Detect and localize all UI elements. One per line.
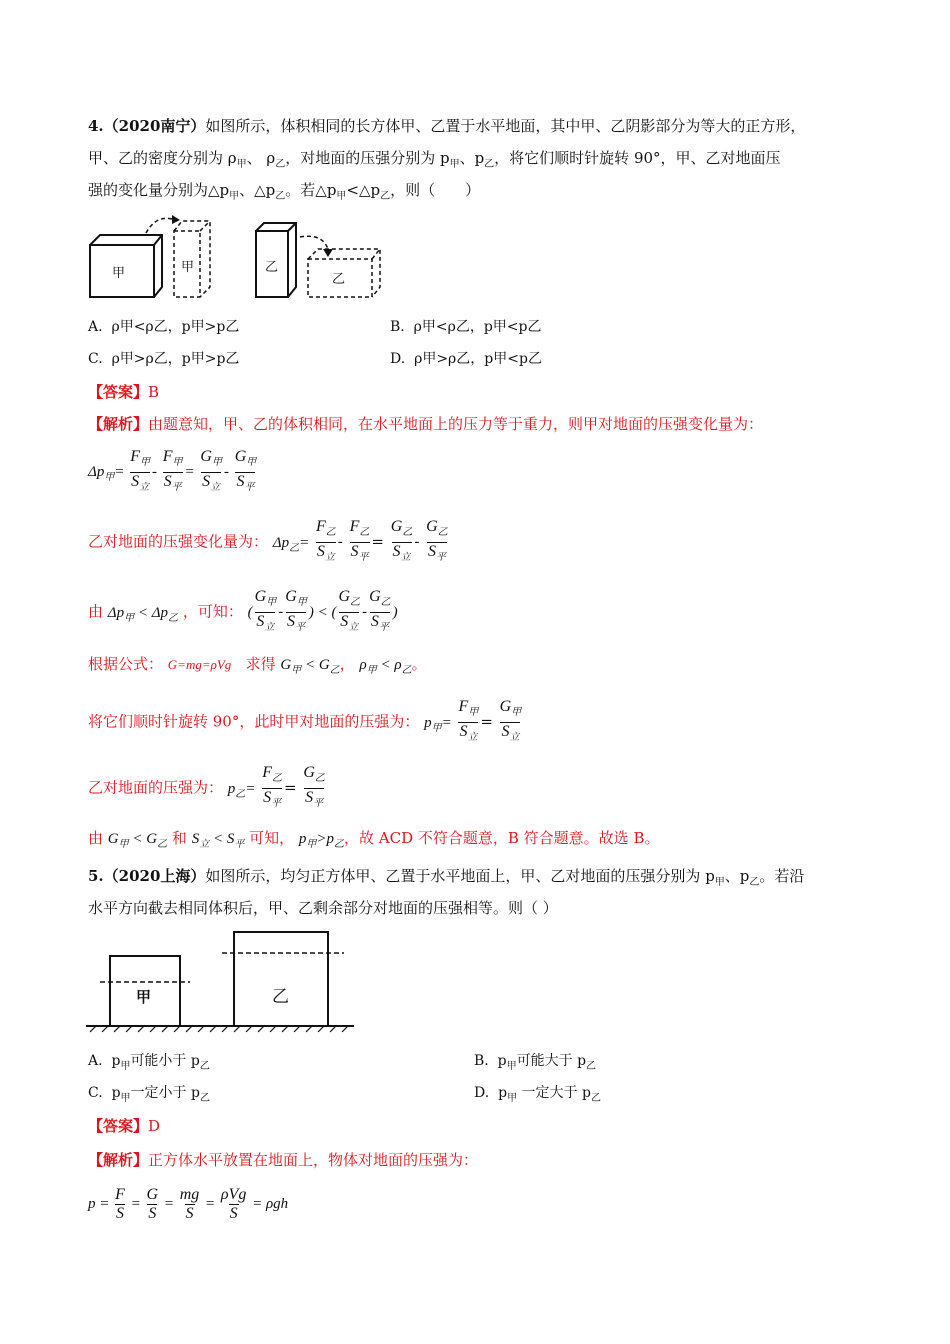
q5-label-jia: 甲 (136, 988, 152, 1006)
q4-option-c: C. ρ甲>ρ乙，p甲>p乙 (88, 351, 240, 367)
q5-block-yi (234, 932, 328, 1026)
q4-label-jia-stand: 甲 (181, 260, 195, 275)
q4-stem-line3: 强的变化量分别为$\triangle p_甲$、$\triangle p_乙$。若$\triangle p_甲<\triangle p_乙$，则（ ） (88, 181, 481, 202)
q4-arrowhead-2 (323, 249, 333, 257)
q4-stem-line2: 甲、乙的密度分别为 $\rho_甲$、 $\rho_乙$，对地面的压强分别为 $p_甲$、$p_乙$，将它们顺时针旋转 90°，甲、乙对地面压 (88, 149, 781, 170)
q4-formula-1: $\Delta p_甲=$ $\frac{F_甲}{S_立}$ - $\frac{F_甲}{S_平}$ = $\frac{G_甲}{S_立}$ - $\frac{G_甲}{S_平}$ (88, 448, 258, 498)
q4-arrowhead-1 (172, 215, 180, 224)
q4-answer: 【答案】B (88, 383, 160, 401)
q4-label-yi-stand: 乙 (265, 260, 279, 275)
q4-label-jia-flat: 甲 (112, 266, 126, 281)
q5-option-d: D. $p_甲$ 一定大于 $p_乙$ (474, 1085, 601, 1104)
q5-stem-line1: 5.（2020上海）如图所示，均匀正方体甲、乙置于水平地面上，甲、乙对地面的压强分别为 $p_甲$、$p_乙$。若沿 (88, 867, 805, 888)
q4-block-jia-flat (90, 235, 162, 297)
q4-rotate-arrow-2 (300, 236, 328, 249)
q4-formula-6: 乙对地面的压强为： $p_乙=$ $\frac{F_乙}{S_平}$ = $\frac{G_乙}{S_平}$ (88, 764, 327, 815)
q5-stem-line2: 水平方向截去相同体积后，甲、乙剩余部分对地面的压强相等。则（ ） (88, 899, 558, 917)
q4-option-a: A. ρ甲<ρ乙，p甲>p乙 (88, 319, 240, 335)
q5-option-a: A. $p_甲$可能小于 $p_乙$ (88, 1053, 210, 1072)
q5-label-yi: 乙 (272, 987, 289, 1007)
q4-number: 4. (88, 117, 104, 135)
q5-figure (86, 926, 356, 1038)
q4-option-b: B. ρ甲<ρ乙，p甲<p乙 (390, 319, 542, 335)
q4-block-jia-stand (174, 221, 210, 297)
q4-formula-3: 由 $\Delta p_甲 < \Delta p_乙$ ，可知： ( $\frac{G_甲}{S_立}$ - $\frac{G_甲}{S_平}$ ) < ( $\frac{G_乙}{S_立}$ - $\frac{G_乙}{S_平}$ ) (88, 588, 398, 639)
q5-option-b: B. $p_甲$可能大于 $p_乙$ (474, 1053, 597, 1072)
q5-formula-1: p = $\frac{F}{S}$ = $\frac{G}{S}$ = $\frac{mg}{S}$ = $\frac{\text{ρVg}}{S}$ = ρgh (88, 1186, 289, 1223)
q5-answer: 【答案】D (88, 1117, 161, 1135)
q5-analysis-1: 【解析】正方体水平放置在地面上，物体对地面的压强为： (88, 1151, 479, 1169)
q4-stem-line1: 4.（2020南宁）如图所示，体积相同的长方体甲、乙置于水平地面，其中甲、乙阴影部分为等大的正方形， (88, 117, 806, 135)
q5-option-c: C. $p_甲$一定小于 $p_乙$ (88, 1085, 210, 1104)
q4-formula-4: 根据公式： G=mg=ρVg 求得 $G_甲 < G_乙$， $\rho_甲 < \rho_乙$。 (88, 655, 427, 676)
q4-analysis-1: 【解析】由题意知，甲、乙的体积相同，在水平地面上的压力等于重力，则甲对地面的压强变化量为： (88, 415, 764, 433)
q4-conclusion: 由 $G_甲 < G_乙$ 和 $S_立 < S_平$ 可知， $p_甲>p_乙$，故 ACD 不符合题意，B 符合题意。故选 B。 (88, 829, 660, 850)
q4-source: （2020南宁） (103, 117, 206, 135)
q4-option-d: D. ρ甲>ρ乙，p甲<p乙 (390, 351, 542, 367)
q4-rotate-arrow-1 (146, 218, 172, 233)
q4-figure (86, 215, 386, 305)
q5-number: 5. (88, 867, 104, 885)
q4-formula-5: 将它们顺时针旋转 90°，此时甲对地面的压强为： $p_甲=$ $\frac{F_甲}{S_立}$ = $\frac{G_甲}{S_立}$ (88, 698, 523, 749)
q4-label-yi-flat: 乙 (332, 272, 346, 287)
q4-formula-2: 乙对地面的压强变化量为： $\Delta p_乙=$ $\frac{F_乙}{S_立}$ - $\frac{F_乙}{S_平}$ = $\frac{G_乙}{S_立}$ - $\frac{G_乙}{S_平}$ (88, 518, 450, 569)
q5-source: （2020上海） (103, 867, 206, 885)
